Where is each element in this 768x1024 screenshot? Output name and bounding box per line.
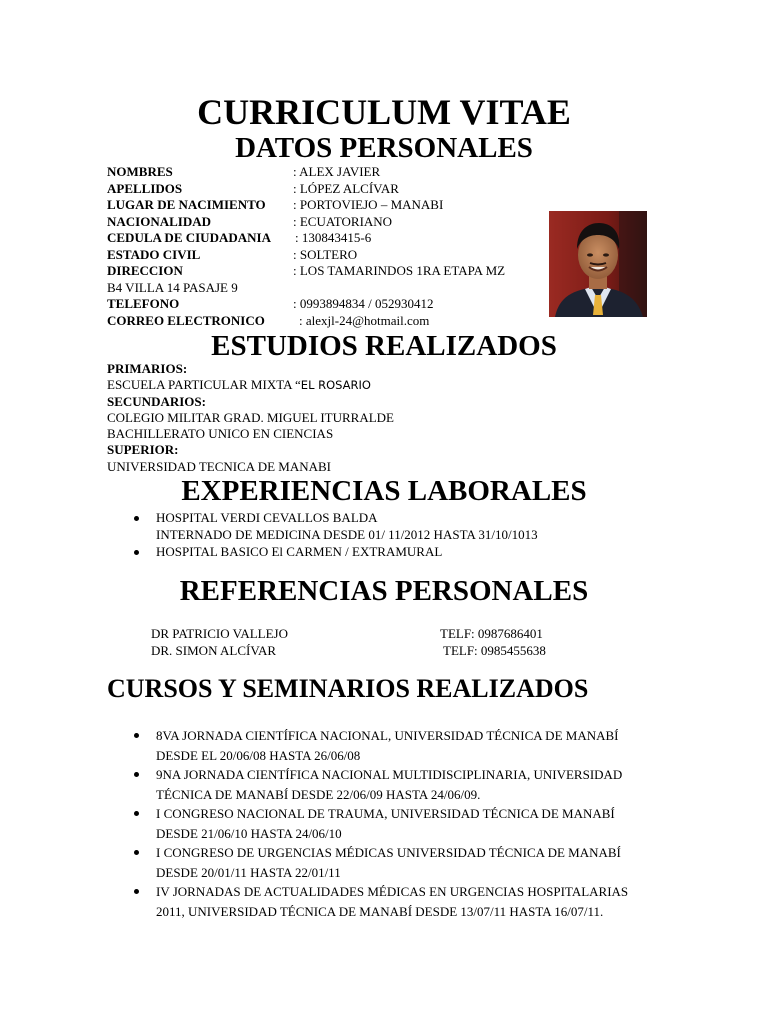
field-label: APELLIDOS	[107, 180, 183, 196]
field-value: : LÓPEZ ALCÍVAR	[293, 180, 399, 196]
course-line: TÉCNICA DE MANABÍ DESDE 22/06/09 HASTA 24/06/09.	[156, 786, 481, 802]
experience-heading: EXPERIENCIAS LABORALES	[181, 475, 587, 507]
field-lugar-nacimiento	[107, 197, 547, 214]
course-line: IV JORNADAS DE ACTUALIDADES MÉDICAS EN URGENCIAS HOSPITALARIAS	[156, 884, 629, 899]
profile-photo	[549, 211, 647, 317]
field-label: NACIONALIDAD	[107, 213, 212, 229]
course-line: DESDE 20/01/11 HASTA 22/01/11	[156, 864, 341, 880]
field-value: : 130843415-6	[295, 230, 372, 245]
field-value: : PORTOVIEJO – MANABI	[293, 197, 444, 212]
superior-label: SUPERIOR:	[107, 442, 179, 458]
field-label: ESTADO CIVIL	[107, 246, 201, 262]
field-estado-civil	[107, 247, 547, 264]
field-apellidos	[107, 181, 547, 198]
course-line: DESDE 21/06/10 HASTA 24/06/10	[156, 825, 342, 841]
personal-data-heading: DATOS PERSONALES	[235, 132, 533, 164]
experience-line: HOSPITAL VERDI CEVALLOS BALDA	[156, 510, 378, 525]
primary-school-name: EL ROSARIO	[300, 378, 371, 393]
field-label: CEDULA DE CIUDADANIA	[107, 230, 271, 245]
list-item	[107, 843, 628, 882]
list-item	[107, 726, 628, 765]
field-correo	[107, 313, 547, 330]
field-label: TELEFONO	[107, 296, 180, 311]
references-heading: REFERENCIAS PERSONALES	[179, 575, 589, 607]
field-value: : 0993894834 / 052930412	[293, 296, 434, 311]
field-label: NOMBRES	[107, 164, 173, 179]
list-item	[107, 882, 628, 921]
university: UNIVERSIDAD TECNICA DE MANABI	[107, 458, 332, 474]
field-value: : LOS TAMARINDOS 1RA ETAPA MZ	[293, 263, 506, 278]
courses-list	[107, 726, 628, 921]
field-label: DIRECCION	[107, 263, 183, 278]
document-title: CURRICULUM VITAE	[197, 92, 571, 132]
course-line: 9NA JORNADA CIENTÍFICA NACIONAL MULTIDISCIPLINARIA, UNIVERSIDAD	[156, 767, 623, 782]
courses-heading: CURSOS Y SEMINARIOS REALIZADOS	[107, 674, 589, 703]
secondary-label: SECUNDARIOS:	[107, 393, 206, 409]
reference-name: DR. SIMON ALCÍVAR	[151, 642, 277, 658]
list-item	[107, 765, 628, 804]
field-value: : alexjl-24@hotmail.com	[299, 312, 430, 328]
secondary-degree: BACHILLERATO UNICO EN CIENCIAS	[107, 426, 334, 442]
field-label: CORREO ELECTRONICO	[107, 312, 265, 328]
experience-line: HOSPITAL BASICO El CARMEN / EXTRAMURAL	[156, 544, 443, 559]
course-line: I CONGRESO NACIONAL DE TRAUMA, UNIVERSIDAD TÉCNICA DE MANABÍ	[156, 806, 615, 821]
field-direccion	[107, 263, 547, 280]
field-nombres	[107, 164, 547, 181]
experience-list	[107, 509, 538, 560]
primary-school	[107, 377, 394, 393]
portrait-image	[549, 211, 647, 317]
reference-name: DR PATRICIO VALLEJO	[151, 626, 289, 641]
reference-phone: TELF: 0985455638	[443, 642, 546, 658]
personal-data-section	[107, 164, 547, 329]
list-item	[107, 804, 628, 843]
course-line: I CONGRESO DE URGENCIAS MÉDICAS UNIVERSIDAD TÉCNICA DE MANABÍ	[156, 845, 621, 860]
course-line: DESDE EL 20/06/08 HASTA 26/06/08	[156, 747, 361, 763]
studies-section	[107, 361, 394, 475]
field-label: LUGAR DE NACIMIENTO	[107, 197, 266, 212]
primary-label: PRIMARIOS:	[107, 361, 188, 376]
field-cedula	[107, 230, 547, 247]
experience-line: INTERNADO DE MEDICINA DESDE 01/ 11/2012 HASTA 31/10/1013	[156, 527, 538, 542]
list-item	[107, 509, 538, 543]
field-value: : ECUATORIANO	[293, 213, 393, 229]
address-cont-text: B4 VILLA 14 PASAJE 9	[107, 279, 238, 295]
course-line: 2011, UNIVERSIDAD TÉCNICA DE MANABÍ DESDE 13/07/11 HASTA 16/07/11.	[156, 903, 604, 919]
reference-phone: TELF: 0987686401	[440, 626, 543, 641]
course-line: 8VA JORNADA CIENTÍFICA NACIONAL, UNIVERSIDAD TÉCNICA DE MANABÍ	[156, 728, 619, 743]
field-value: : SOLTERO	[293, 246, 358, 262]
list-item	[107, 543, 538, 560]
studies-heading: ESTUDIOS REALIZADOS	[211, 330, 557, 362]
field-value: : ALEX JAVIER	[293, 164, 381, 179]
address-continuation	[107, 280, 547, 297]
primary-school-text: ESCUELA PARTICULAR MIXTA “	[107, 377, 301, 393]
secondary-school: COLEGIO MILITAR GRAD. MIGUEL ITURRALDE	[107, 409, 394, 425]
field-nacionalidad	[107, 214, 547, 231]
field-telefono	[107, 296, 547, 313]
